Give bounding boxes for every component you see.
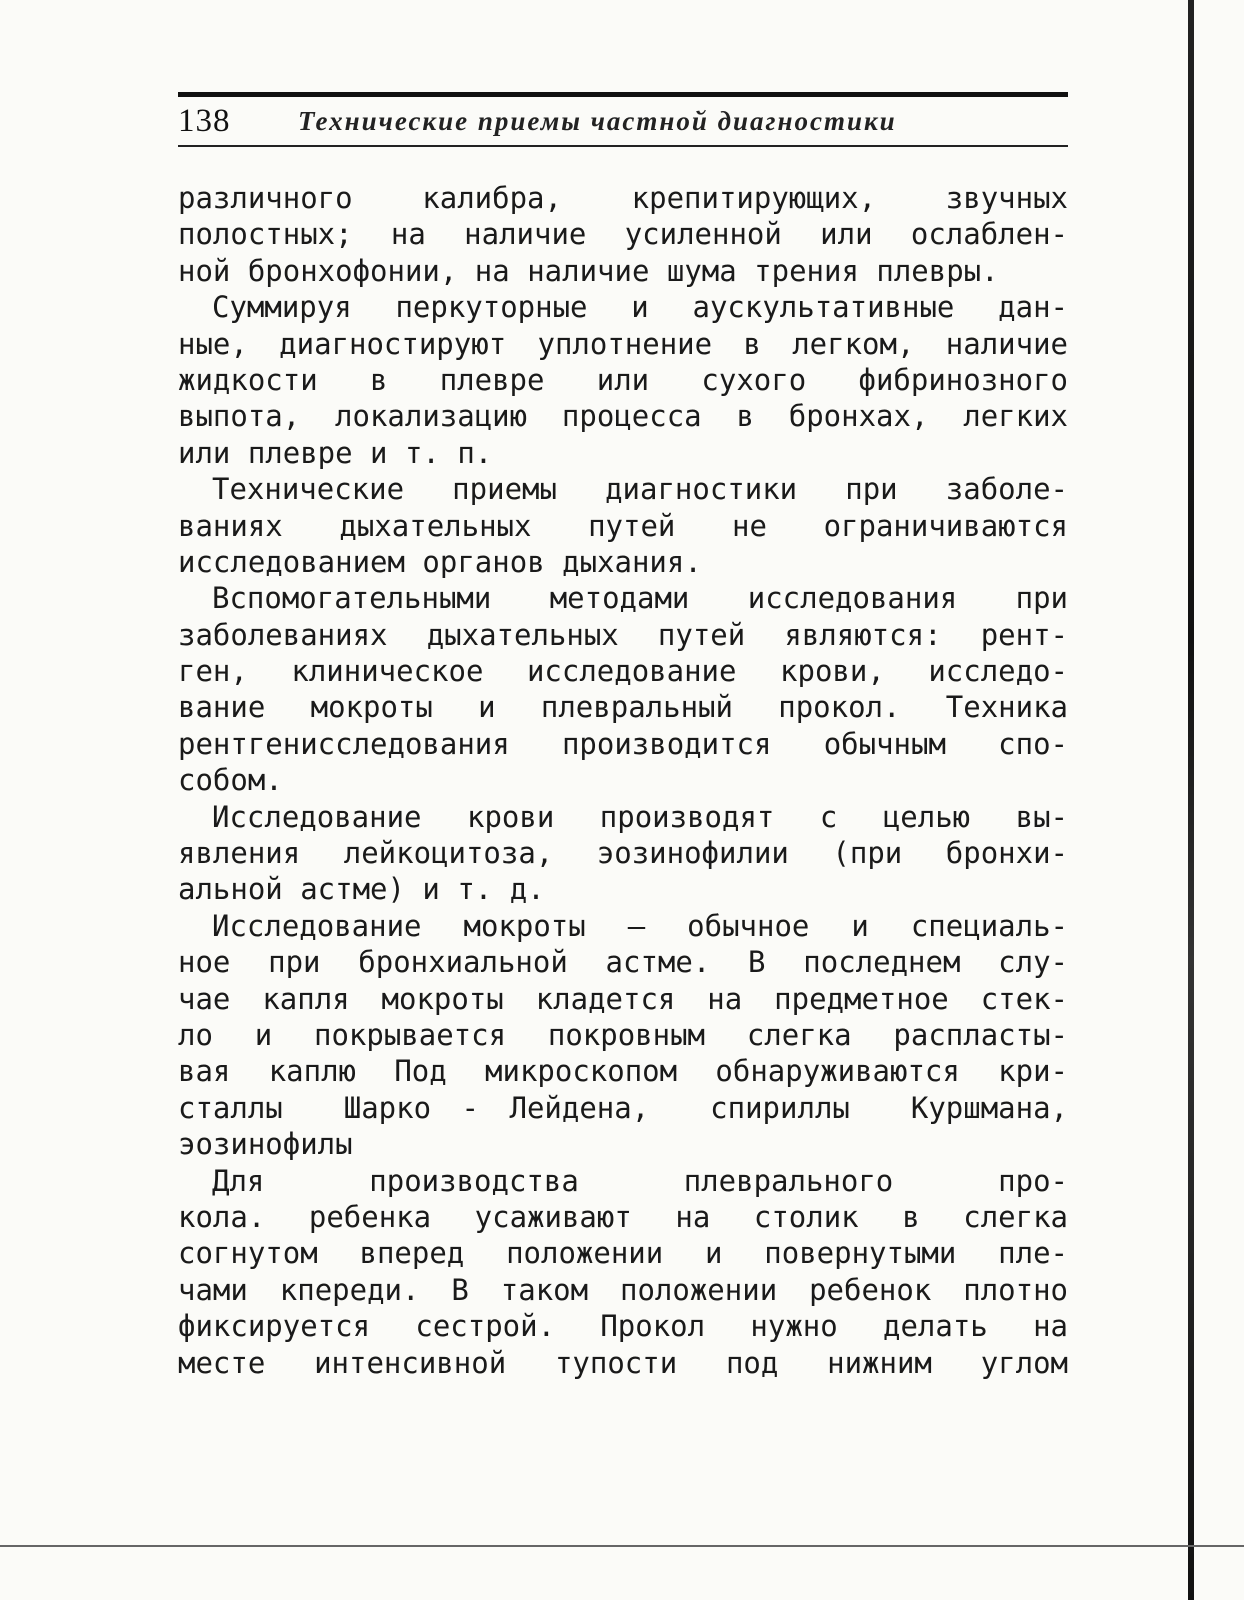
text-line: ное при бронхиальной астме. В последнем слу-: [178, 945, 1068, 980]
text-line: сталлы Шарко - Лейдена, спириллы Куршмана,: [178, 1090, 1068, 1125]
text-line: ной бронхофонии, на наличие шума трения плевры.: [178, 253, 999, 288]
text-line: собом.: [178, 763, 283, 798]
text-line: Технические приемы диагностики при заболе-: [212, 472, 1068, 507]
text-line: вая каплю Под микроскопом обнаруживаются кри-: [178, 1054, 1068, 1089]
running-title: Технические приемы частной диагностики: [298, 105, 897, 136]
text-line: Для производства плеврального про-: [212, 1163, 1068, 1198]
text-line: Исследование мокроты — обычное и специаль-: [212, 908, 1068, 943]
bottom-edge-line: [0, 1545, 1244, 1547]
text-line: жидкости в плевре или сухого фибринозного: [178, 362, 1068, 397]
text-line: согнутом вперед положении и повернутыми пле-: [178, 1236, 1068, 1271]
paragraph-6: [178, 908, 1068, 1163]
text-line: кола. ребенка усаживают на столик в слегка: [178, 1199, 1068, 1234]
paragraph-1: [178, 180, 1068, 289]
paragraph-7: [178, 1163, 1068, 1381]
text-line: или плевре и т. п.: [178, 435, 493, 470]
header-rule-top: [178, 92, 1068, 97]
header-rule-bottom: [178, 145, 1068, 147]
text-line: полостных; на наличие усиленной или ослаблен-: [178, 217, 1068, 252]
text-line: рентгенисследования производится обычным спо-: [178, 726, 1068, 761]
text-line: заболеваниях дыхательных путей являются: рент-: [178, 617, 1068, 652]
page-number: 138: [178, 102, 231, 139]
paragraph-4: [178, 580, 1068, 798]
text-line: ваниях дыхательных путей не ограничиваются: [178, 508, 1068, 543]
paragraph-3: [178, 471, 1068, 580]
running-header: [178, 98, 1068, 144]
text-line: Исследование крови производят с целью вы-: [212, 799, 1068, 834]
text-line: месте интенсивной тупости под нижним углом: [178, 1345, 1068, 1380]
text-line: явления лейкоцитоза, эозинофилии (при бронхи-: [178, 836, 1068, 871]
text-line: чае капля мокроты кладется на предметное стек-: [178, 981, 1068, 1016]
text-line: различного калибра, крепитирующих, звучных: [178, 181, 1068, 215]
text-line: исследованием органов дыхания.: [178, 544, 702, 579]
paragraph-5: [178, 799, 1068, 908]
text-line: ген, клиническое исследование крови, исследо-: [178, 654, 1068, 689]
body-text: [178, 180, 1068, 1381]
text-line: ные, диагностируют уплотнение в легком, наличие: [178, 326, 1068, 361]
text-line: фиксируется сестрой. Прокол нужно делать на: [178, 1309, 1068, 1344]
paragraph-2: [178, 289, 1068, 471]
text-line: эозинофилы: [178, 1127, 353, 1162]
text-line: выпота, локализацию процесса в бронхах, легких: [178, 399, 1068, 434]
text-line: Вспомогательными методами исследования при: [212, 581, 1068, 616]
text-line: чами кпереди. В таком положении ребенок плотно: [178, 1272, 1068, 1307]
text-line: вание мокроты и плевральный прокол. Техника: [178, 690, 1068, 725]
text-line: альной астме) и т. д.: [178, 872, 545, 907]
page-spine-edge: [1188, 0, 1194, 1600]
text-line: ло и покрывается покровным слегка распласты-: [178, 1017, 1068, 1052]
text-line: Суммируя перкуторные и аускультативные дан-: [212, 290, 1068, 325]
